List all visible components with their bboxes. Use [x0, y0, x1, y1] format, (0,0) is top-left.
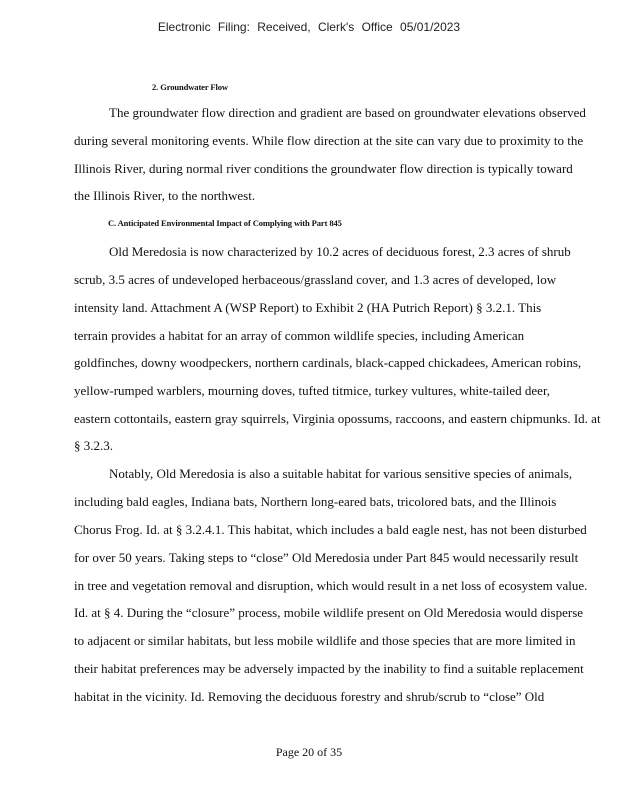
paragraph-line: in tree and vegetation removal and disruption, which would result in a net loss of ecosystem value. — [74, 578, 588, 593]
paragraph-line: Id. at § 4. During the “closure” process, mobile wildlife present on Old Meredosia would disperse — [74, 605, 584, 620]
paragraph-line: including bald eagles, Indiana bats, Northern long-eared bats, tricolored bats, and the Illinois — [74, 494, 557, 509]
paragraph-line: terrain provides a habitat for an array of common wildlife species, including American — [74, 328, 525, 343]
paragraph-line: the Illinois River, to the northwest. — [74, 188, 256, 203]
paragraph-line: to adjacent or similar habitats, but less mobile wildlife and those species that are more limited in — [74, 633, 576, 648]
paragraph-line: Notably, Old Meredosia is also a suitable habitat for various sensitive species of animals, — [109, 466, 573, 481]
paragraph-line: Old Meredosia is now characterized by 10.2 acres of deciduous forest, 2.3 acres of shrub — [109, 244, 571, 259]
paragraph-line: Chorus Frog. Id. at § 3.2.4.1. This habitat, which includes a bald eagle nest, has not been disturbed — [74, 522, 587, 537]
filing-stamp-header: Electronic Filing: Received, Clerk's Office 05/01/2023 — [157, 20, 461, 34]
section-heading-environmental-impact: C. Anticipated Environmental Impact of Complying with Part 845 — [108, 218, 342, 228]
page-number-footer: Page 20 of 35 — [275, 745, 343, 759]
paragraph-line: for over 50 years. Taking steps to “close” Old Meredosia under Part 845 would necessarily result — [74, 550, 579, 565]
paragraph-line: § 3.2.3. — [74, 438, 113, 453]
paragraph-line: during several monitoring events. While flow direction at the site can vary due to proximity to the — [74, 133, 584, 148]
paragraph-line: their habitat preferences may be adversely impacted by the inability to find a suitable replacement — [74, 661, 584, 676]
paragraph-line: goldfinches, downy woodpeckers, northern cardinals, black-capped chickadees, American robins, — [74, 355, 582, 370]
paragraph-line: eastern cottontails, eastern gray squirrels, Virginia opossums, raccoons, and eastern chipmunks. Id. at — [74, 411, 601, 426]
section-heading-groundwater-flow: 2. Groundwater Flow — [152, 82, 228, 92]
paragraph-line: habitat in the vicinity. Id. Removing the deciduous forestry and shrub/scrub to “close” Old — [74, 689, 545, 704]
paragraph-line: scrub, 3.5 acres of undeveloped herbaceous/grassland cover, and 1.3 acres of developed, low — [74, 272, 557, 287]
paragraph-line: yellow-rumped warblers, mourning doves, tufted titmice, turkey vultures, white-tailed deer, — [74, 383, 551, 398]
paragraph-line: The groundwater flow direction and gradient are based on groundwater elevations observed — [109, 105, 586, 120]
paragraph-line: Illinois River, during normal river conditions the groundwater flow direction is typically toward — [74, 161, 573, 176]
paragraph-line: intensity land. Attachment A (WSP Report) to Exhibit 2 (HA Putrich Report) § 3.2.1. This — [74, 300, 542, 315]
